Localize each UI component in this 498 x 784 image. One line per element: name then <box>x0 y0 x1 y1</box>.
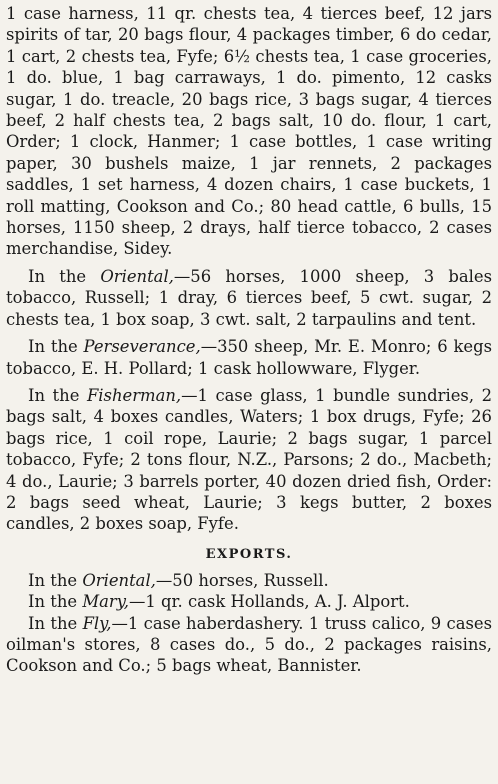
import-entry-perseverance <box>6 336 492 379</box>
export-entry-oriental <box>6 570 492 591</box>
imports-continuation-paragraph: 1 case harness, 11 qr. chests tea, 4 tierces beef, 12 jars spirits of tar, 20 bags flour, 4 packages timber, 6 do cedar, 1 cart, 2 chests tea, Fyfe; 6½ chests tea, 1 case groceries, 1 do. blue, 1 bag carraways, 1 do. pimento, 12 casks sugar, 1 do. treacle, 20 bags rice, 3 bags sugar, 4 tierces beef, 2 half chests tea, 2 bags salt, 10 do. flour, 1 cart, Order; 1 clock, Hanmer; 1 case bottles, 1 case writing paper, 30 bushels maize, 1 jar rennets, 2 packages saddles, 1 set harness, 4 dozen chairs, 1 case buckets, 1 roll matting, Cookson and Co.; 80 head cattle, 6 bulls, 15 horses, 1150 sheep, 2 drays, half tierce tobacco, 2 cases merchandise, Sidey. <box>6 4 492 259</box>
entry-text: —350 sheep, Mr. E. Monro; 6 kegs tobacco, E. H. Pollard; 1 cask hollowware, Flyger. <box>6 337 492 378</box>
ship-name: Oriental, <box>100 266 174 286</box>
export-entry-mary <box>6 591 492 612</box>
ship-name: Mary, <box>82 592 129 612</box>
entry-lead: In the <box>28 592 78 612</box>
exports-heading: EXPORTS. <box>205 546 293 562</box>
ship-name: Oriental, <box>82 570 156 590</box>
entry-text: —50 horses, Russell. <box>155 570 329 590</box>
entry-lead: In the <box>28 337 78 357</box>
export-entry-fly <box>6 613 492 677</box>
import-entry-oriental <box>6 266 492 330</box>
entry-text: —1 case haberdashery. 1 truss calico, 9 cases oilman's stores, 8 cases do., 5 do., 2 packages raisins, Cookson and Co.; 5 bags wheat, Bannister. <box>6 613 492 676</box>
entry-text: —1 qr. cask Hollands, A. J. Alport. <box>129 592 410 612</box>
entry-text: —1 case glass, 1 bundle sundries, 2 bags salt, 4 boxes candles, Waters; 1 box drugs, Fyfe; 26 bags rice, 1 coil rope, Laurie; 2 bags sugar, 1 parcel tobacco, Fyfe; 2 tons flour, N.Z., Parsons; 2 do., Macbeth; 4 do., Laurie; 3 barrels porter, 40 dozen dried fish, Order: 2 bags seed wheat, Laurie; 3 kegs butter, 2 boxes candles, 2 boxes soap, Fyfe. <box>6 385 492 534</box>
import-entry-fisherman <box>6 385 492 535</box>
ship-name: Fly, <box>82 613 112 633</box>
ship-name: Perseverance, <box>83 337 201 357</box>
entry-lead: In the <box>28 613 78 633</box>
entry-lead: In the <box>28 266 87 286</box>
entry-text: —56 horses, 1000 sheep, 3 bales tobacco, Russell; 1 dray, 6 tierces beef, 5 cwt. sugar, 2 chests tea, 1 box soap, 3 cwt. salt, 2 tarpaulins and tent. <box>6 266 493 329</box>
entry-lead: In the <box>28 570 78 590</box>
ship-name: Fisherman, <box>86 385 182 405</box>
entry-lead: In the <box>28 385 80 405</box>
